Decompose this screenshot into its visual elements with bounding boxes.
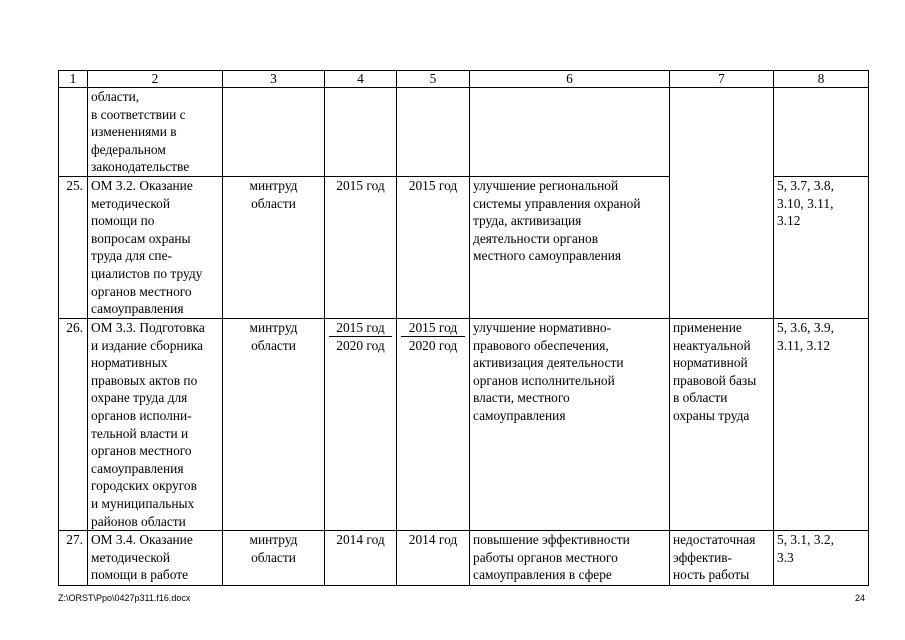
consequence-cell: недостаточная эффектив- ность работы [670,531,774,586]
link-cell: 5, 3.6, 3.9, 3.11, 3.12 [774,318,869,530]
col-header-7: 7 [670,71,774,88]
continuation-num-cell [59,88,88,177]
row-number: 27. [59,531,88,586]
continuation-consequence-cell [670,88,774,177]
col-header-1: 1 [59,71,88,88]
end-year-first: 2015 год [401,319,465,337]
continuation-end-cell [397,88,470,177]
measures-table [58,70,869,586]
continuation-executor-cell [223,88,325,177]
link-cell: 5, 3.1, 3.2, 3.3 [774,531,869,586]
end-year-cell: 2014 год [397,531,470,586]
start-year-cell: 2014 год [325,531,397,586]
result-cell: повышение эффективности работы органов местного самоуправления в сфере [470,531,670,586]
measure-cell: ОМ 3.2. Оказание методической помощи по вопросам охраны труда для спе- циалистов по труду органов местного самоуправления [88,176,223,318]
footer-page-number: 24 [854,593,865,603]
end-year-cell: 2015 год [397,176,470,318]
col-header-8: 8 [774,71,869,88]
executor-cell: минтруд области [223,318,325,530]
col-header-4: 4 [325,71,397,88]
continuation-result-cell [470,88,670,177]
continuation-measure-cell: области, в соответствии с изменениями в федеральном законодательстве [88,88,223,177]
executor-cell: минтруд области [223,531,325,586]
consequence-cell: применение неактуальной нормативной правовой базы в области охраны труда [670,318,774,530]
executor-cell: минтруд области [223,176,325,318]
continuation-row [59,88,869,177]
measure-cell: ОМ 3.4. Оказание методической помощи в работе [88,531,223,586]
col-header-5: 5 [397,71,470,88]
continuation-start-cell [325,88,397,177]
table-row [59,531,869,586]
consequence-cell [670,176,774,318]
end-year-second: 2020 год [408,337,458,353]
link-cell: 5, 3.7, 3.8, 3.10, 3.11, 3.12 [774,176,869,318]
result-cell: улучшение региональной системы управления охраной труда, активизация деятельности органов местного самоуправления [470,176,670,318]
table-row [59,176,869,318]
row-number: 25. [59,176,88,318]
start-year-first: 2015 год [329,319,392,337]
row-number: 26. [59,318,88,530]
end-year-cell [397,318,470,530]
result-cell: улучшение нормативно- правового обеспечения, активизация деятельности органов исполнительной власти, местного самоуправления [470,318,670,530]
column-number-header-row [59,71,869,88]
col-header-3: 3 [223,71,325,88]
col-header-6: 6 [470,71,670,88]
footer-file-path: Z:\ORST\Ppo\0427p311.f16.docx [58,593,191,603]
start-year-cell [325,318,397,530]
table-row [59,318,869,530]
col-header-2: 2 [88,71,223,88]
start-year-second: 2020 год [336,337,385,353]
measure-cell: ОМ 3.3. Подготовка и издание сборника нормативных правовых актов по охране труда для органов исполни- тельной власти и органов местного самоуправления городских округов и муниципальных районов области [88,318,223,530]
start-year-cell: 2015 год [325,176,397,318]
continuation-link-cell [774,88,869,177]
